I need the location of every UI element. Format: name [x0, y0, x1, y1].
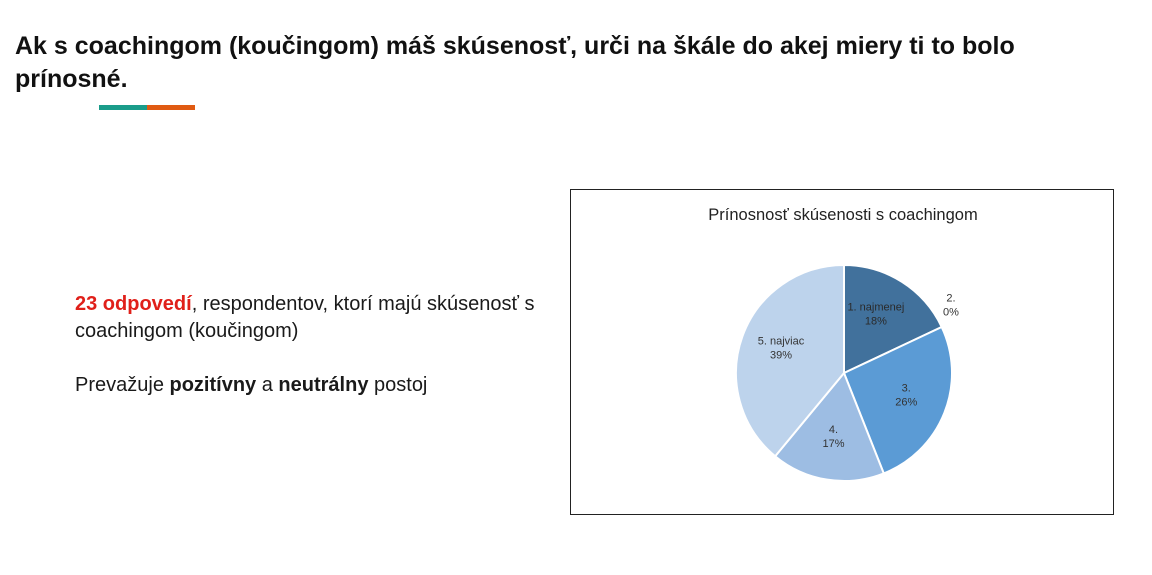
title-accent-teal [99, 105, 147, 110]
chart-title: Prínosnosť skúsenosti s coachingom [708, 206, 978, 224]
slice-label-3: 3. 26% [895, 382, 918, 409]
summary-and: a [256, 374, 279, 396]
neutral-word: neutrálny [278, 374, 369, 396]
summary-prefix: Prevažuje [75, 374, 170, 396]
summary-text [75, 291, 545, 399]
pie-chart-frame [570, 189, 1114, 515]
summary-line-2 [75, 372, 545, 399]
title-accent-orange [147, 105, 195, 110]
pie-chart [571, 190, 1115, 516]
slice-label-1-najmenej: 1. najmenej 18% [847, 301, 905, 328]
positive-word: pozitívny [169, 374, 257, 396]
summary-line-1 [75, 291, 545, 345]
response-count-description: , respondentov, ktorí majú skúsenosť s coachingom (koučingom) [75, 293, 535, 342]
slide-title: Ak s coachingom (koučingom) máš skúsenosť, urči na škále do akej miery ti to bolo prínosné. [15, 32, 1015, 93]
slice-label-2: 2. 0% [943, 292, 959, 319]
summary-suffix: postoj [368, 374, 428, 396]
response-count: 23 odpovedí [75, 293, 192, 315]
slice-label-5-najviac: 5. najviac 39% [757, 335, 805, 362]
slice-label-4: 4. 17% [822, 424, 845, 451]
